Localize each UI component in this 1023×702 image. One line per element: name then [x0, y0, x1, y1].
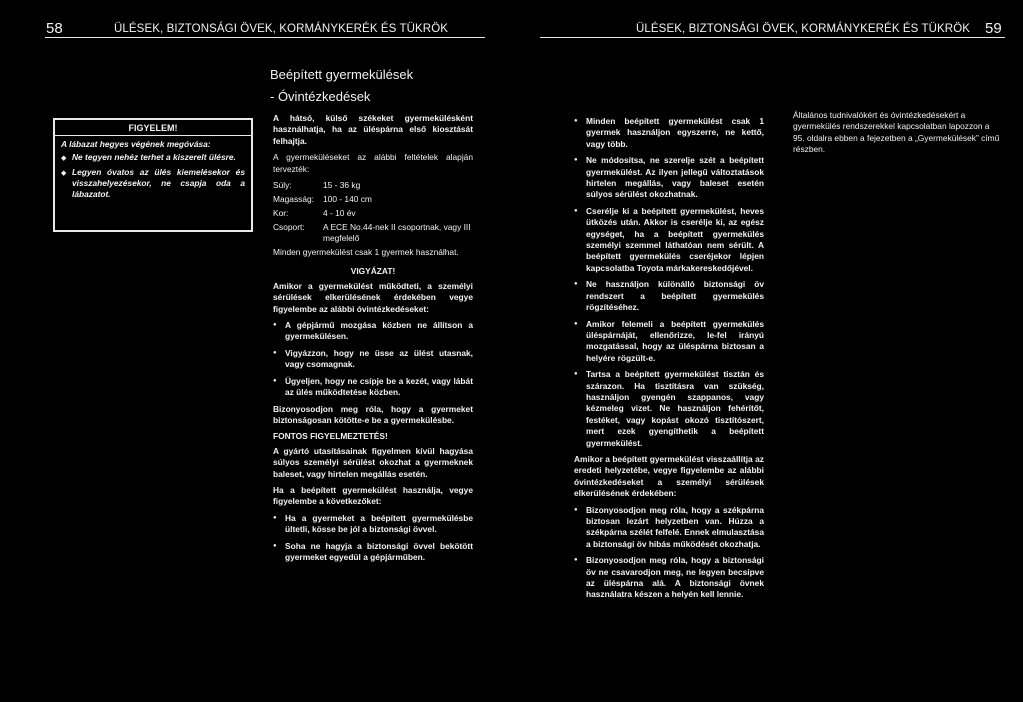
- list-item: ● Soha ne hagyja a biztonsági övvel bekötött gyermeket egyedül a gépjárműben.: [273, 541, 473, 564]
- warning-item: ◆ Ne tegyen nehéz terhet a kiszerelt ülésre.: [61, 152, 245, 163]
- list-item: ● Bizonyosodjon meg róla, hogy a biztonsági öv ne csavarodjon meg, ne legyen becsípve az üléspárna alá. A biztonsági övnek használatra készen a helyén kell lennie.: [574, 555, 764, 601]
- warning-heading: FIGYELEM!: [55, 122, 251, 136]
- warning-box: [53, 118, 253, 232]
- spec-row-age: Kor: 4 - 10 év: [273, 208, 356, 219]
- caution-heading: VIGYÁZAT!: [350, 266, 396, 277]
- section-subtitle: - Óvintézkedések: [270, 89, 371, 104]
- paragraph: Ha a beépített gyermekülést használja, vegye figyelembe a következőket:: [273, 484, 473, 507]
- caution-list: [273, 320, 473, 398]
- right-running-title: ÜLÉSEK, BIZTONSÁGI ÖVEK, KORMÁNYKERÉK ÉS TÜKRÖK: [636, 23, 971, 35]
- precaution-list: [574, 116, 764, 449]
- paragraph: Amikor a beépített gyermekülést visszaállítja az eredeti helyzetébe, vegye figyelembe az alábbi óvintézkedéseket a személyi sérülések elkerülésének érdekében:: [574, 453, 764, 499]
- paragraph: A gyártó utasításainak figyelmen kívül hagyása súlyos személyi sérülést okozhat a gyermeknek baleset, vagy hirtelen megállás esetén.: [273, 445, 473, 479]
- left-page-number: 58: [46, 20, 63, 37]
- right-page-number: 59: [985, 20, 1002, 37]
- list-item: ● Bizonyosodjon meg róla, hogy a székpárna biztosan lezárt helyzetben van. Húzza a székpárna szélét felfelé. Ennek elmulasztása a biztonsági öv hibás működését okozhatja.: [574, 505, 764, 551]
- paragraph: A hátsó, külső székeket gyermekülésként használhatja, ha az üléspárna első kiosztását felhajtja.: [273, 113, 473, 146]
- restore-list: [574, 505, 764, 601]
- left-header-rule: [45, 37, 485, 38]
- warning-intro: A lábazat hegyes végének megóvása:: [61, 139, 211, 149]
- section-title: Beépített gyermekülések: [270, 67, 414, 82]
- column-right: [574, 116, 764, 606]
- list-item: ● Vigyázzon, hogy ne üsse az ülést utasnak, vagy csomagnak.: [273, 348, 473, 371]
- side-note: Általános tudnivalókért és óvintézkedésekért a gyermekülés rendszerekkel kapcsolatban lapozzon a 95. oldalra ebben a fejezetben a „Gyermekülések” című részben.: [793, 110, 1000, 155]
- list-item: ● Ha a gyermeket a beépített gyermekülésbe ültetli, kösse be jól a biztonsági övvel.: [273, 513, 473, 536]
- warning-item: ◆ Legyen óvatos az ülés kiemelésekor és visszahelyezésekor, ne csapja oda a lábazatot.: [61, 167, 245, 200]
- warning-list: [61, 152, 245, 200]
- list-item: ● Amikor felemeli a beépített gyermekülés üléspárnáját, ellenőrizze, le-fel irányú mozgatással, hogy az üléspárna biztosan a helyére rögzült-e.: [574, 319, 764, 365]
- spec-row-group: Csoport: A ECE No.44-nek II csoportnak, vagy III megfelelő: [273, 222, 471, 244]
- left-running-title: ÜLÉSEK, BIZTONSÁGI ÖVEK, KORMÁNYKERÉK ÉS TÜKRÖK: [114, 23, 449, 35]
- important-heading: FONTOS FIGYELMEZTETÉS!: [273, 431, 388, 442]
- list-item: ● A gépjármű mozgása közben ne állítson a gyermekülésen.: [273, 320, 473, 343]
- list-item: ● Ne módosítsa, ne szerelje szét a beépített gyermekülést. Az ilyen jellegű változtatások hirtelen megállás, vagy baleset esetén súlyos sérülést okozhatnak.: [574, 155, 764, 201]
- spec-row-weight: Súly: 15 - 36 kg: [273, 180, 361, 191]
- column-main: [273, 113, 473, 568]
- right-header-rule: [540, 37, 1005, 38]
- final-list: [273, 513, 473, 564]
- caution-intro: Amikor a gyermekülést működteti, a személyi sérülések elkerülésének érdekében vegye figyelembe az alábbi óvintézkedéseket:: [273, 280, 473, 314]
- paragraph: Minden gyermekülést csak 1 gyermek használhat.: [273, 247, 459, 258]
- list-item: ● Tartsa a beépített gyermekülést tisztán és szárazon. Ha tisztításra van szükség, használjon gyengén szappanos, vagy kézmeleg vizet. Ne használjon fehérítőt, festéket, vagy kopást okozó tisztítószert, mert ezek gyengíthetik a beépített gyermekülést.: [574, 369, 764, 449]
- list-item: ● Ne használjon különálló biztonsági öv rendszert a beépített gyermekülés rögzítéséhez.: [574, 279, 764, 313]
- paragraph: A gyermeküléseket az alábbi feltételek alapján tervezték:: [273, 152, 473, 174]
- list-item: ● Ügyeljen, hogy ne csípje be a kezét, vagy lábát az ülés működtetése közben.: [273, 376, 473, 399]
- paragraph: Bizonyosodjon meg róla, hogy a gyermeket biztonságosan kötötte-e be a gyermekülésbe.: [273, 403, 473, 425]
- list-item: ● Cserélje ki a beépített gyermekülést, heves ütközés után. Akkor is cserélje ki, az egész egységet, ha a beépített gyermekülés személyi szemmel láthatóan nem sérült. A beépített gyermekülés cseréjekor lépjen kapcsolatba Toyota márkakereskedőjével.: [574, 206, 764, 274]
- spec-row-height: Magasság: 100 - 140 cm: [273, 194, 372, 205]
- list-item: ● Minden beépített gyermekülést csak 1 gyermek használjon egyszerre, ne kettő, vagy több.: [574, 116, 764, 150]
